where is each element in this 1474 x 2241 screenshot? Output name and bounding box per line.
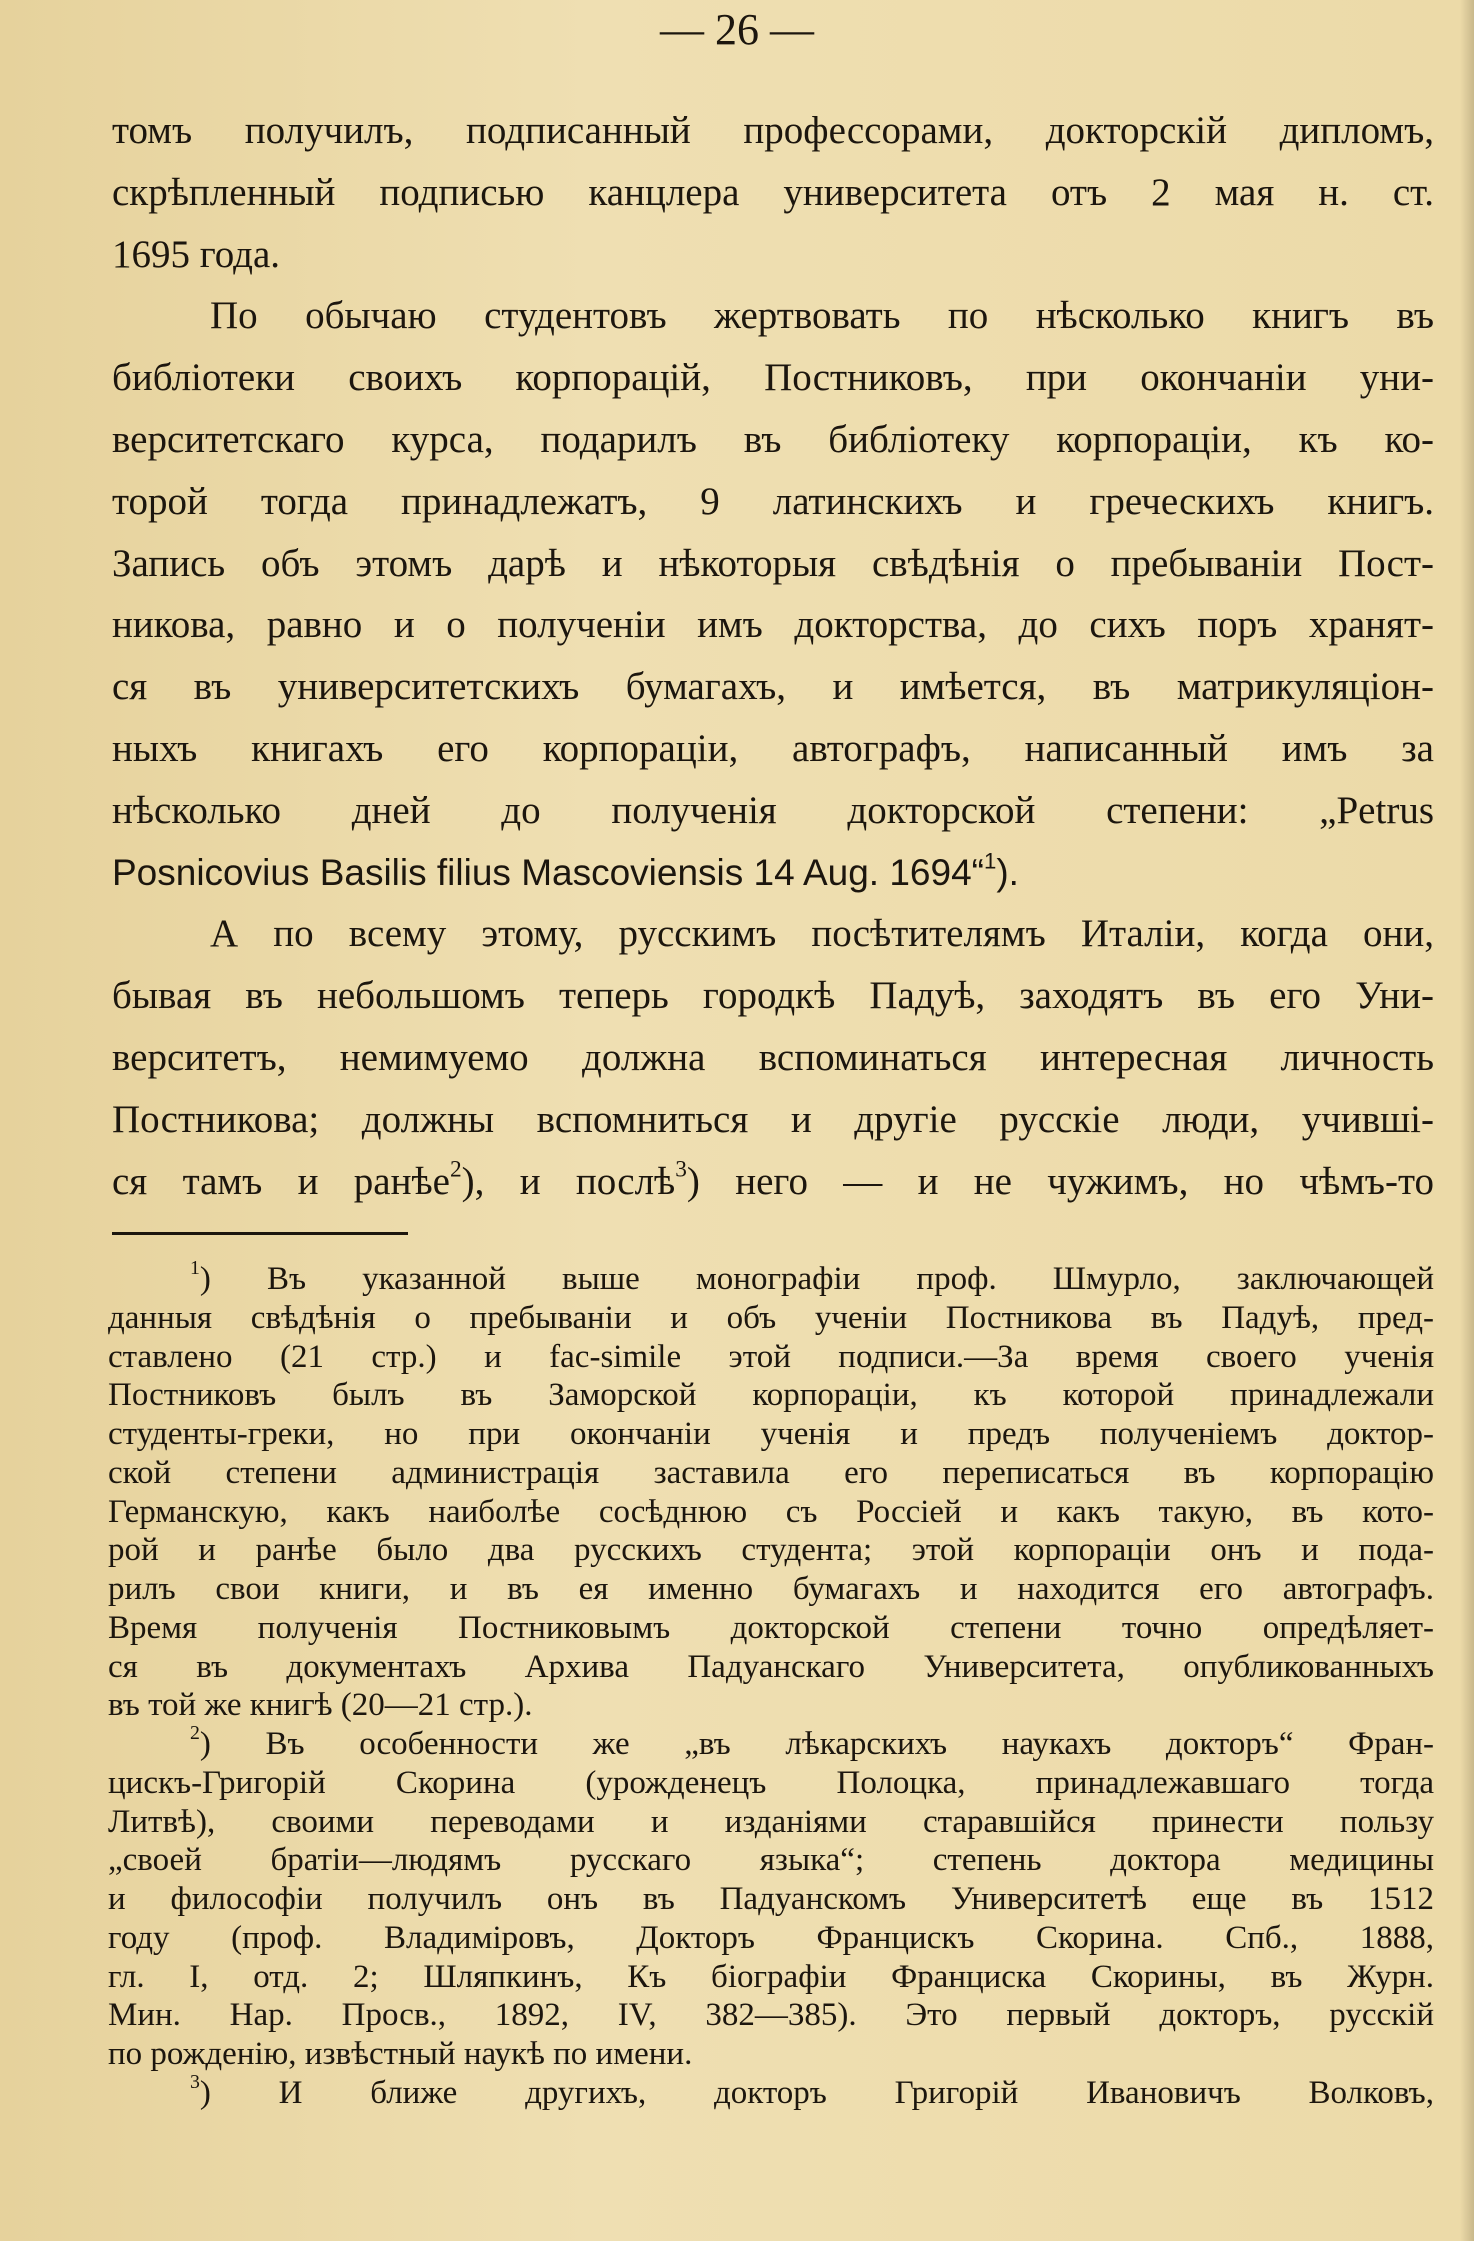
line-text: по рожденію, извѣстный наукѣ по имени. (108, 2036, 693, 2072)
footnote-line (108, 1260, 1434, 1299)
footnote-line (108, 1841, 1434, 1880)
line-text: Въ особенности же „въ лѣкарскихъ наукахъ докторъ“ Фран- (265, 1726, 1434, 1762)
line-text: И ближе другихъ, докторъ Григорій Ивановичъ Волковъ, (278, 2074, 1434, 2111)
line-text: верситетъ, немимуемо должна вспоминаться интересная личность (112, 1035, 1434, 1079)
text-line (112, 533, 1434, 595)
line-text-continued: ). (996, 851, 1019, 893)
footnote-line (108, 2035, 1434, 2074)
line-text: бывая въ небольшомъ теперь городкѣ Падуѣ, заходятъ въ его Уни- (112, 974, 1434, 1018)
text-line (112, 903, 1434, 965)
page-number: — 26 — (660, 5, 814, 54)
line-text: нѣсколько дней до полученія докторской степени: „Petrus (112, 788, 1434, 832)
main-text (112, 100, 1434, 1212)
footnote-ref: 2 (449, 1156, 462, 1182)
footnote-line (108, 1531, 1434, 1570)
line-text: „своей братіи—людямъ русскаго языка“; степень доктора медицины (108, 1842, 1434, 1879)
footnotes (108, 1260, 1434, 2113)
line-text: А по всему этому, русскимъ посѣтителямъ Италіи, когда они, (210, 912, 1434, 956)
text-line (112, 1089, 1434, 1151)
footnote-line (108, 1609, 1434, 1648)
text-line (112, 224, 1434, 286)
text-line (112, 780, 1434, 842)
text-line (112, 1151, 1434, 1213)
line-text: ныхъ книгахъ его корпораціи, автографъ, написанный имъ за (112, 726, 1434, 770)
footnote-line (108, 2074, 1434, 2113)
line-text: Постникова; должны вспомниться и другіе русскіе люди, учивші- (112, 1097, 1434, 1141)
text-line (112, 100, 1434, 162)
line-text: Въ указанной выше монографіи проф. Шмурло, заключающей (266, 1261, 1434, 1297)
line-text: ся тамъ и ранѣе (112, 1159, 450, 1203)
line-text: торой тогда принадлежатъ, 9 латинскихъ и греческихъ книгъ. (112, 479, 1434, 523)
footnote-ref: 1 (983, 847, 997, 873)
line-text: библіотеки своихъ корпорацій, Постниковъ, при окончаніи уни- (112, 356, 1434, 400)
line-text: рой и ранѣе было два русскихъ студента; этой корпораціи онъ и пода- (108, 1532, 1434, 1569)
footnote-line (108, 1454, 1434, 1493)
line-text: скрѣпленный подписью канцлера университета отъ 2 мая н. ст. (112, 170, 1434, 214)
footnote-separator (112, 1232, 408, 1235)
line-text-continued: ) него — и не чужимъ, но чѣмъ-то (686, 1159, 1434, 1203)
footnote-line (108, 1376, 1434, 1415)
line-text: ставлено (21 стр.) и fac-simile этой подписи.—За время своего ученія (108, 1338, 1434, 1375)
text-line (112, 162, 1434, 224)
line-text: гл. I, отд. 2; Шляпкинъ, Къ біографіи Франциска Скорины, въ Журн. (108, 1958, 1434, 1995)
text-line (112, 842, 1434, 904)
line-text: ся въ университетскихъ бумагахъ, и имѣется, въ матрикуляціон- (112, 665, 1434, 709)
footnote-marker: 3 (190, 2073, 200, 2093)
line-text: По обычаю студентовъ жертвовать по нѣсколько книгъ въ (210, 294, 1434, 338)
footnote-marker-paren: ) (199, 2074, 279, 2111)
footnote-marker: 1 (190, 1260, 200, 1280)
line-text: ся въ документахъ Архива Падуанскаго Университета, опубликованныхъ (108, 1648, 1434, 1685)
footnote-line (108, 1570, 1434, 1609)
line-text: томъ получилъ, подписанный профессорами, докторскій дипломъ, (112, 109, 1434, 152)
line-text: Запись объ этомъ дарѣ и нѣкоторыя свѣдѣнія о пребываніи Пост- (112, 541, 1434, 585)
line-text-continued: ), и послѣ (461, 1159, 676, 1203)
page-edge-shadow (1460, 0, 1474, 2241)
text-line (112, 285, 1434, 347)
line-text: и философіи получилъ онъ въ Падуанскомъ Университетѣ еще въ 1512 (108, 1881, 1434, 1917)
footnote-line (108, 1725, 1434, 1764)
footnote-line (108, 1299, 1434, 1338)
text-line (112, 409, 1434, 471)
line-text: въ той же книгѣ (20—21 стр.). (108, 1687, 533, 1724)
text-line (112, 594, 1434, 656)
line-text: 1695 года. (112, 232, 281, 276)
footnote-line (108, 1919, 1434, 1958)
line-text: Время полученія Постниковымъ докторской степени точно опредѣляет- (108, 1609, 1434, 1646)
text-line (112, 965, 1434, 1027)
footnote-marker-paren: ) (199, 1261, 267, 1297)
line-text: ской степени администрація заставила его переписаться въ корпорацію (108, 1454, 1434, 1491)
line-text: Постниковъ былъ въ Заморской корпораціи, къ которой принадлежали (108, 1377, 1434, 1414)
line-text: Литвѣ), своими переводами и изданіями старавшійся принести пользу (108, 1803, 1434, 1840)
text-line (112, 718, 1434, 780)
footnote-ref: 3 (675, 1156, 687, 1182)
footnote-line (108, 1648, 1434, 1687)
footnote-line (108, 1880, 1434, 1919)
footnote-line (108, 1415, 1434, 1454)
line-text: верситетскаго курса, подарилъ въ библіотеку корпораціи, къ ко- (112, 417, 1434, 461)
line-text: Мин. Нар. Просв., 1892, IV, 382—385). Это первый докторъ, русскій (108, 1997, 1434, 2034)
footnote-line (108, 1764, 1434, 1803)
line-text: году (проф. Владиміровъ, Докторъ Францискъ Скорина. Спб., 1888, (108, 1919, 1434, 1956)
line-text: рилъ свои книги, и въ ея именно бумагахъ и находится его автографъ. (108, 1571, 1434, 1607)
footnote-marker-paren: ) (199, 1726, 266, 1762)
footnote-line (108, 1958, 1434, 1997)
footnote-marker: 2 (190, 1725, 200, 1745)
line-text: цискъ-Григорій Скорина (урожденецъ Полоцка, принадлежавшаго тогда (108, 1764, 1434, 1801)
text-line (112, 656, 1434, 718)
footnote-line (108, 1338, 1434, 1377)
text-line (112, 347, 1434, 409)
footnote-line (108, 1803, 1434, 1842)
line-text: Германскую, какъ наиболѣе сосѣднюю съ Россіей и какъ такую, въ кото- (108, 1493, 1434, 1530)
footnote-line (108, 1493, 1434, 1532)
text-line (112, 471, 1434, 533)
footnote-line (108, 1686, 1434, 1725)
text-line (112, 1027, 1434, 1089)
line-text: Posnicovius Basilis filius Mascoviensis 14 Aug. 1694“ (112, 851, 984, 893)
line-text: данныя свѣдѣнія о пребываніи и объ ученіи Постникова въ Падуѣ, пред- (108, 1299, 1434, 1336)
line-text: никова, равно и о полученіи имъ докторства, до сихъ поръ хранят- (112, 603, 1434, 647)
footnote-line (108, 1996, 1434, 2035)
line-text: студенты-греки, но при окончаніи ученія и предъ полученіемъ доктор- (108, 1416, 1434, 1452)
